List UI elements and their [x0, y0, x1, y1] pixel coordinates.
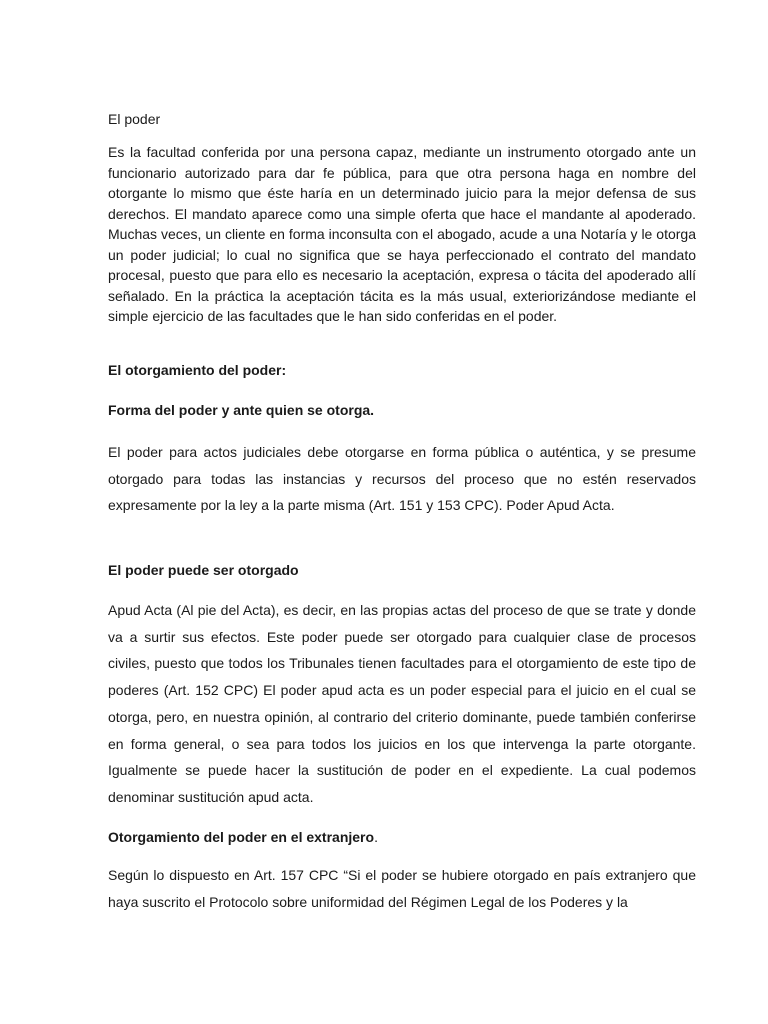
heading-forma: Forma del poder y ante quien se otorga. [108, 402, 375, 418]
heading-extranjero-text: Otorgamiento del poder en el extranjero [108, 829, 375, 845]
heading-puede-ser-otorgado: El poder puede ser otorgado [108, 562, 299, 578]
paragraph-apud-acta: Apud Acta (Al pie del Acta), es decir, en las propias actas del proceso de que se trate y donde va a surtir sus efectos. Este poder puede ser otorgado para cualquier clase de procesos civiles, puesto que todos los Tribunales tienen facultades para el otorgamiento de este tipo de poderes (Art. 152 CPC) El poder apud acta es un poder especial para el juicio en el cual se otorga, pero, en nuestra opinión, al contrario del criterio dominante, puede también conferirse en forma general, o sea para todos los juicios en los que intervenga la parte otorgante. Igualmente se puede hacer la sustitución de poder en el expediente. La cual podemos denominar sustitución apud acta. [108, 602, 696, 805]
heading-extranjero [108, 827, 378, 847]
document-title: El poder [108, 111, 161, 127]
intro-paragraph: Es la facultad conferida por una persona capaz, mediante un instrumento otorgado ante un funcionario autorizado para dar fe pública, para que otra persona haga en nombre del otorgante lo mismo que éste haría en un determinado juicio para la mejor defensa de sus derechos. El mandato aparece como una simple oferta que hace el mandante al apoderado. Muchas veces, un cliente en forma inconsulta con el abogado, acude a una Notaría y le otorga un poder judicial; lo cual no significa que se haya perfeccionado el contrato del mandato procesal, puesto que para ello es necesario la aceptación, expresa o tácita del apoderado allí señalado. En la práctica la aceptación tácita es la más usual, exteriorizándose mediante el simple ejercicio de las facultades que le han sido conferidas en el poder. [108, 144, 696, 324]
heading-otorgamiento: El otorgamiento del poder: [108, 362, 287, 378]
paragraph-forma: El poder para actos judiciales debe otorgarse en forma pública o auténtica, y se presume otorgado para todas las instancias y recursos del proceso que no estén reservados expresamente por la ley a la parte misma (Art. 151 y 153 CPC). Poder Apud Acta. [108, 444, 696, 514]
paragraph-extranjero: Según lo dispuesto en Art. 157 CPC “Si el poder se hubiere otorgado en país extranjero que haya suscrito el Protocolo sobre uniformidad del Régimen Legal de los Poderes y la [108, 867, 696, 910]
heading-extranjero-period: . [374, 829, 378, 845]
